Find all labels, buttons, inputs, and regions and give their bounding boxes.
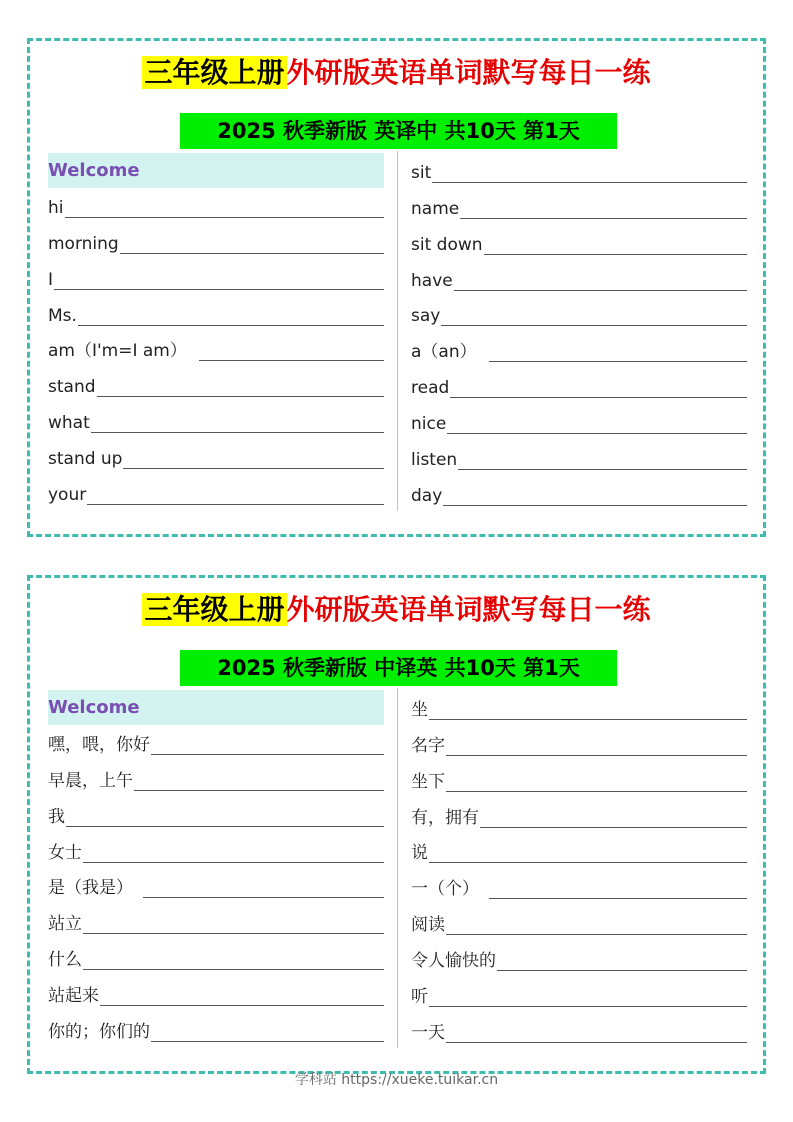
- worksheet-card-english-to-chinese: [27, 38, 766, 537]
- word-label: listen: [411, 450, 458, 471]
- word-label: 早晨，上午: [48, 770, 133, 791]
- answer-line[interactable]: [446, 755, 747, 756]
- worksheet-card-chinese-to-english: [27, 575, 766, 1074]
- answer-line[interactable]: [484, 254, 747, 255]
- word-row: [411, 798, 747, 834]
- word-row: [48, 260, 384, 296]
- answer-line[interactable]: [429, 1006, 747, 1007]
- word-label: day: [411, 485, 443, 506]
- word-label: 听: [411, 987, 428, 1008]
- word-label: 站起来: [48, 986, 99, 1007]
- word-label: have: [411, 270, 453, 291]
- word-row: [411, 690, 747, 726]
- section-header: Welcome: [48, 690, 384, 725]
- answer-line[interactable]: [441, 325, 747, 326]
- word-row: [48, 761, 384, 797]
- answer-line[interactable]: [120, 253, 384, 254]
- answer-line[interactable]: [65, 217, 385, 218]
- answer-line[interactable]: [446, 934, 747, 935]
- word-label: what: [48, 413, 90, 434]
- section-header: Welcome: [48, 153, 384, 188]
- answer-line[interactable]: [458, 469, 747, 470]
- title-main: 外研版英语单词默写每日一练: [286, 593, 651, 626]
- card-subtitle: 2025 秋季新版 英译中 共10天 第1天: [180, 113, 617, 149]
- word-row: [411, 189, 747, 225]
- word-row: [411, 476, 747, 512]
- word-label: 令人愉快的: [411, 951, 496, 972]
- word-row: [48, 940, 384, 976]
- word-row: [411, 225, 747, 261]
- word-row: [48, 367, 384, 403]
- column-divider: [397, 688, 398, 1048]
- word-label: 什么: [48, 950, 82, 971]
- word-row: [48, 188, 384, 224]
- answer-line[interactable]: [78, 325, 384, 326]
- answer-line[interactable]: [454, 290, 747, 291]
- word-label: 名字: [411, 735, 445, 756]
- word-row: [411, 440, 747, 476]
- word-label: hi: [48, 197, 64, 218]
- answer-line[interactable]: [447, 433, 747, 434]
- left-word-column: [48, 153, 384, 511]
- word-label: stand: [48, 377, 96, 398]
- word-label: sit down: [411, 234, 483, 255]
- word-row: [411, 941, 747, 977]
- card-title: [30, 586, 763, 634]
- answer-line[interactable]: [432, 182, 747, 183]
- word-row: [48, 904, 384, 940]
- word-row: [411, 404, 747, 440]
- word-row: [48, 439, 384, 475]
- right-word-column: [411, 153, 747, 512]
- word-row: [411, 297, 747, 333]
- answer-line[interactable]: [443, 505, 747, 506]
- word-row: [411, 153, 747, 189]
- answer-line[interactable]: [199, 360, 384, 361]
- title-highlight: 三年级上册: [144, 56, 285, 89]
- word-row: [48, 976, 384, 1012]
- word-label: read: [411, 378, 450, 399]
- word-row: [411, 762, 747, 798]
- answer-line[interactable]: [151, 1041, 384, 1042]
- word-label: am（I'm=I am）: [48, 341, 187, 362]
- word-row: [48, 833, 384, 869]
- answer-line[interactable]: [429, 719, 747, 720]
- answer-line[interactable]: [83, 969, 384, 970]
- word-label: morning: [48, 233, 119, 254]
- word-row: [48, 332, 384, 368]
- answer-line[interactable]: [134, 790, 384, 791]
- word-label: 是（我是）: [48, 878, 133, 899]
- word-label: 坐: [411, 699, 428, 720]
- answer-line[interactable]: [489, 898, 747, 899]
- answer-line[interactable]: [151, 754, 384, 755]
- word-row: [48, 725, 384, 761]
- word-row: [411, 869, 747, 905]
- word-row: [48, 869, 384, 905]
- word-label: 你的；你们的: [48, 1022, 150, 1043]
- word-label: 说: [411, 843, 428, 864]
- answer-line[interactable]: [450, 397, 747, 398]
- word-row: [411, 726, 747, 762]
- word-label: sit: [411, 162, 432, 183]
- word-row: [48, 475, 384, 511]
- answer-line[interactable]: [97, 396, 384, 397]
- word-row: [48, 403, 384, 439]
- word-row: [411, 834, 747, 870]
- word-label: 我: [48, 806, 65, 827]
- word-row: [411, 332, 747, 368]
- answer-line[interactable]: [83, 933, 384, 934]
- answer-line[interactable]: [497, 970, 747, 971]
- answer-line[interactable]: [100, 1005, 384, 1006]
- title-highlight: 三年级上册: [144, 593, 285, 626]
- word-label: 坐下: [411, 771, 445, 792]
- word-row: [48, 224, 384, 260]
- answer-line[interactable]: [489, 361, 747, 362]
- word-row: [411, 261, 747, 297]
- footer-watermark: 学科站 https://xueke.tuikar.cn: [294, 1072, 499, 1088]
- word-label: 阅读: [411, 915, 445, 936]
- word-row: [411, 368, 747, 404]
- word-label: Ms.: [48, 305, 77, 326]
- word-label: say: [411, 306, 441, 327]
- card-subtitle: 2025 秋季新版 中译英 共10天 第1天: [180, 650, 617, 686]
- answer-line[interactable]: [446, 791, 747, 792]
- answer-line[interactable]: [143, 897, 384, 898]
- answer-line[interactable]: [429, 862, 747, 863]
- word-label: 有，拥有: [411, 807, 479, 828]
- word-label: I: [48, 269, 54, 290]
- answer-line[interactable]: [87, 504, 384, 505]
- word-label: stand up: [48, 449, 123, 470]
- answer-line[interactable]: [54, 289, 384, 290]
- word-row: [48, 296, 384, 332]
- word-label: 一天: [411, 1022, 445, 1043]
- word-row: [411, 977, 747, 1013]
- word-label: 嘿，喂，你好: [48, 734, 150, 755]
- answer-line[interactable]: [123, 468, 384, 469]
- answer-line[interactable]: [446, 1042, 747, 1043]
- right-word-column: [411, 690, 747, 1049]
- card-title: [30, 49, 763, 97]
- answer-line[interactable]: [66, 826, 384, 827]
- left-word-column: [48, 690, 384, 1048]
- answer-line[interactable]: [480, 827, 747, 828]
- word-row: [48, 797, 384, 833]
- title-main: 外研版英语单词默写每日一练: [286, 56, 651, 89]
- word-label: 一（个）: [411, 879, 479, 900]
- word-label: 女士: [48, 842, 82, 863]
- word-label: name: [411, 198, 460, 219]
- column-divider: [397, 151, 398, 511]
- word-row: [411, 1013, 747, 1049]
- word-row: [48, 1012, 384, 1048]
- word-row: [411, 905, 747, 941]
- answer-line[interactable]: [460, 218, 747, 219]
- word-label: your: [48, 485, 87, 506]
- word-label: nice: [411, 414, 447, 435]
- answer-line[interactable]: [83, 862, 384, 863]
- word-label: a（an）: [411, 342, 477, 363]
- answer-line[interactable]: [91, 432, 384, 433]
- word-label: 站立: [48, 914, 82, 935]
